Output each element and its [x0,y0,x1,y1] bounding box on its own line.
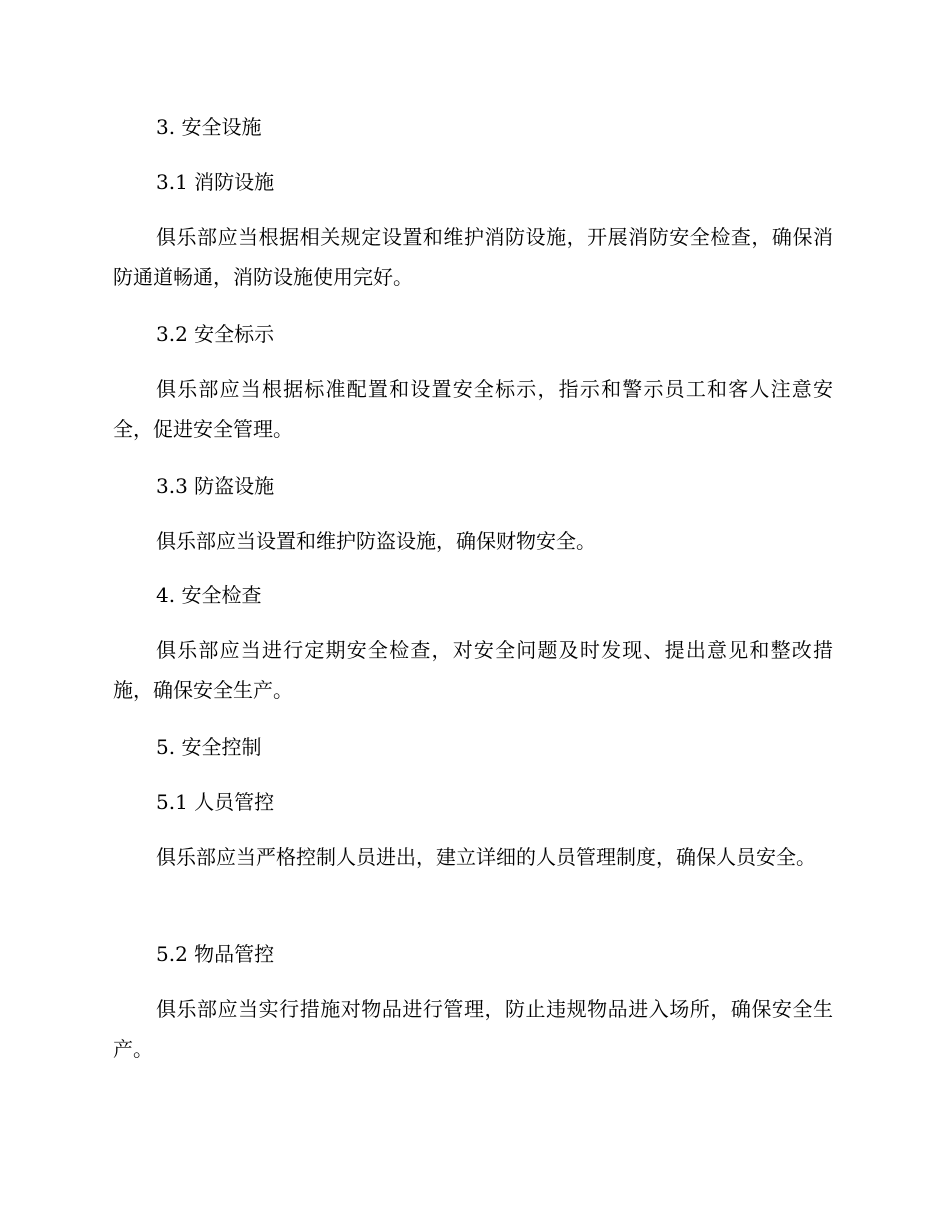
section-heading-4: 4. 安全检查 [156,583,262,607]
paragraph-personnel-control: 俱乐部应当严格控制人员进出，建立详细的人员管理制度，确保人员安全。 [156,845,816,869]
paragraph-fire-facilities: 俱乐部应当根据相关规定设置和维护消防设施，开展消防安全检查，确保消防通道畅通，消防设施使用完好。 [113,225,833,289]
subsection-heading-3-1: 3.1 消防设施 [156,170,275,194]
paragraph-goods-control: 俱乐部应当实行措施对物品进行管理，防止违规物品进入场所，确保安全生产。 [113,997,833,1061]
section-heading-3: 3. 安全设施 [156,115,262,139]
subsection-heading-3-3: 3.3 防盗设施 [156,474,275,498]
subsection-heading-5-2: 5.2 物品管控 [156,942,275,966]
section-heading-5: 5. 安全控制 [156,735,262,759]
paragraph-safety-inspection: 俱乐部应当进行定期安全检查，对安全问题及时发现、提出意见和整改措施，确保安全生产。 [113,638,833,702]
paragraph-anti-theft: 俱乐部应当设置和维护防盗设施，确保财物安全。 [156,529,596,553]
paragraph-safety-signs: 俱乐部应当根据标准配置和设置安全标示，指示和警示员工和客人注意安全，促进安全管理。 [113,377,833,441]
subsection-heading-3-2: 3.2 安全标示 [156,322,275,346]
subsection-heading-5-1: 5.1 人员管控 [156,790,275,814]
